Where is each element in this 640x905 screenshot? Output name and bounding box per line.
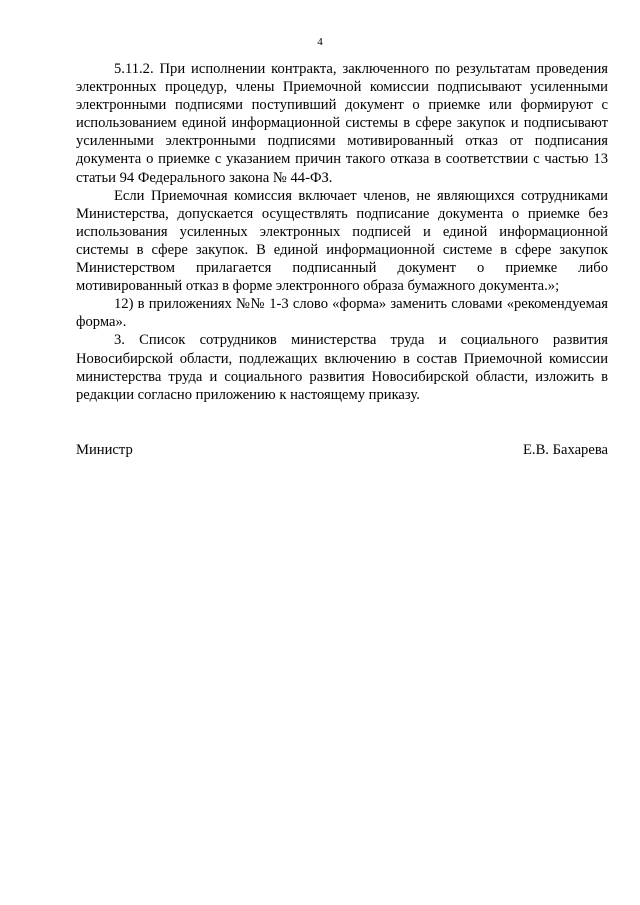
signature-block [76,441,608,459]
signatory-position: Министр [76,442,133,458]
page-number: 4 [317,36,323,48]
document-body [76,60,608,404]
paragraph-item-3: 3. Список сотрудников министерства труда и социального развития Новосибирской области, подлежащих включению в состав Приемочной комиссии министерства труда и социального развития Новосибирской области, изложить в редакции согласно приложению к настоящему приказу. [76,332,608,403]
paragraph-commission-members: Если Приемочная комиссия включает членов, не являющихся сотрудниками Министерства, допускается осуществлять подписание документа о приемке без использования усиленных электронных подписей и единой информационной системы в сфере закупок. В единой информационной системе в сфере закупок Министерством прилагается подписанный документ о приемке либо мотивированный отказ в форме электронного образа бумажного документа.»; [76,187,608,295]
paragraph-5-11-2: 5.11.2. При исполнении контракта, заключенного по результатам проведения электронных процедур, члены Приемочной комиссии подписывают усиленными электронными подписями поступивший документ о приемке или формируют с использованием единой информационной системы в сфере закупок и подписывают усиленными электронными подписями мотивированный отказ от подписания документа о приемке с указанием причин такого отказа в соответствии с частью 13 статьи 94 Федерального закона № 44-ФЗ. [76,61,608,186]
signatory-name: Е.В. Бахарева [523,442,608,458]
paragraph-item-12: 12) в приложениях №№ 1-3 слово «форма» заменить словами «рекомендуемая форма». [76,296,608,331]
